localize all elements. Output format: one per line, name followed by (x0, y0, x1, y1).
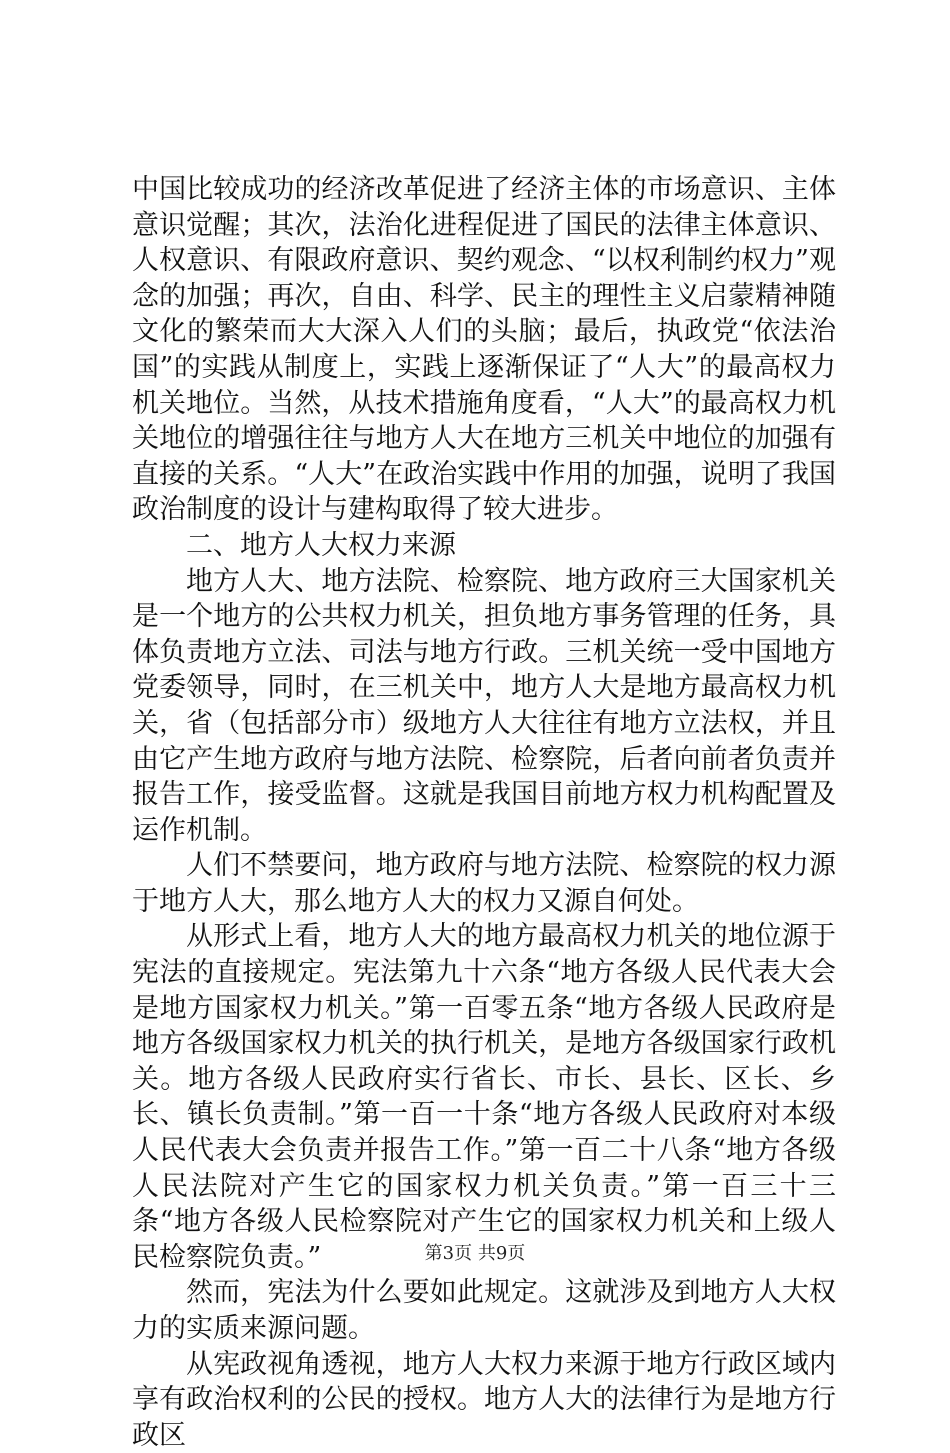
paragraph: 地方人大、地方法院、检察院、地方政府三大国家机关是一个地方的公共权力机关，担负地方事务管理的任务，具体负责地方立法、司法与地方行政。三机关统一受中国地方党委领导，同时，在三机关中，地方人大是地方最高权力机关，省（包括部分市）级地方人大往往有地方立法权，并且由它产生地方政府与地方法院、检察院，后者向前者负责并报告工作，接受监督。这就是我国目前地方权力机构配置及运作机制。 (132, 565, 836, 846)
page-footer: 第3页 共9页 (424, 1243, 526, 1264)
paragraph: 从宪政视角透视，地方人大权力来源于地方行政区域内享有政治权利的公民的授权。地方人大的法律行为是地方行政区 (132, 1348, 836, 1451)
paragraph-continuation: 中国比较成功的经济改革促进了经济主体的市场意识、主体意识觉醒；其次，法治化进程促进了国民的法律主体意识、人权意识、有限政府意识、契约观念、“以权利制约权力”观念的加强；再次，自由、科学、民主的理性主义启蒙精神随文化的繁荣而大大深入人们的头脑；最后，执政党“依法治国”的实践从制度上，实践上逐渐保证了“人大”的最高权力机关地位。当然，从技术措施角度看，“人大”的最高权力机关地位的增强往往与地方人大在地方三机关中地位的加强有直接的关系。“人大”在政治实践中作用的加强，说明了我国政治制度的设计与建构取得了较大进步。 (132, 174, 836, 526)
paragraph: 人们不禁要问，地方政府与地方法院、检察院的权力源于地方人大，那么地方人大的权力又源自何处。 (132, 850, 836, 917)
paragraph: 从形式上看，地方人大的地方最高权力机关的地位源于宪法的直接规定。宪法第九十六条“地方各级人民代表大会是地方国家权力机关。”第一百零五条“地方各级人民政府是地方各级国家权力机关的执行机关，是地方各级国家行政机关。地方各级人民政府实行省长、市长、县长、区长、乡长、镇长负责制。”第一百一十条“地方各级人民政府对本级人民代表大会负责并报告工作。”第一百二十八条“地方各级人民法院对产生它的国家权力机关负责。”第一百三十三条“地方各级人民检察院对产生它的国家权力机关和上级人民检察院负责。” (132, 921, 836, 1273)
paragraph: 然而，宪法为什么要如此规定。这就涉及到地方人大权力的实质来源问题。 (132, 1277, 836, 1344)
section-heading: 二、地方人大权力来源 (186, 529, 456, 561)
